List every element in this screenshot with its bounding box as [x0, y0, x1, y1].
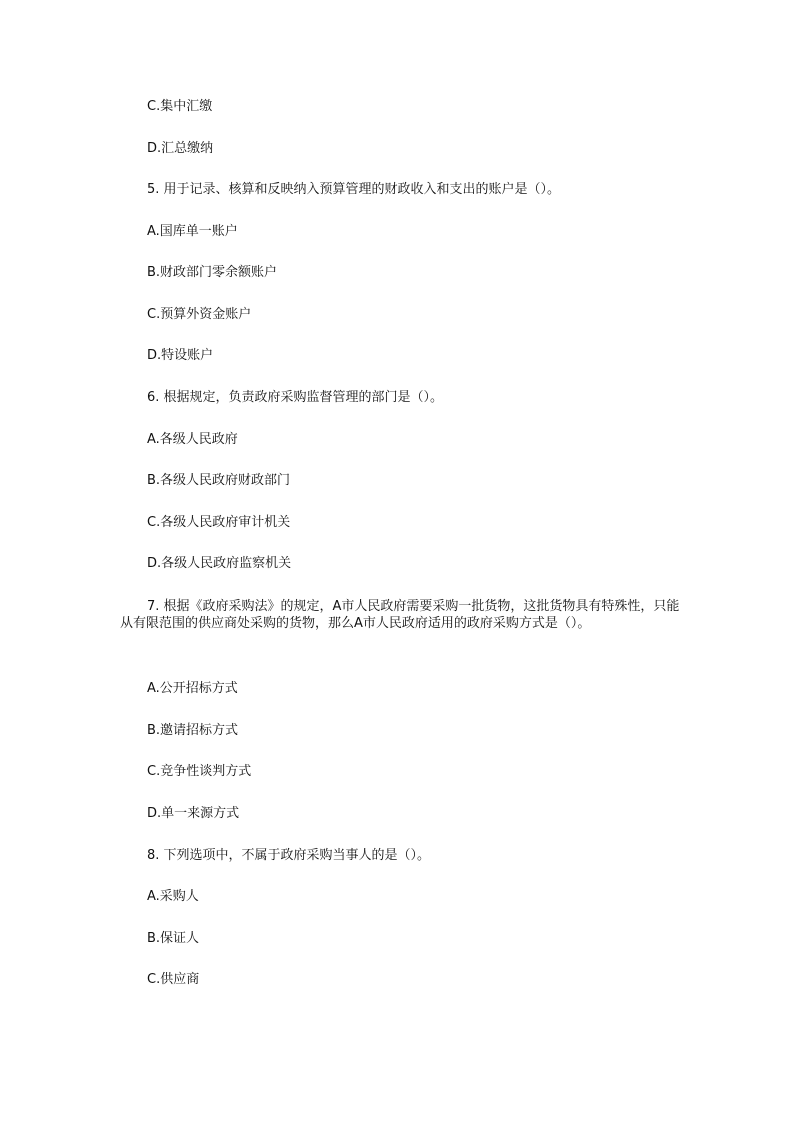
option-a-q8: A.采购人 [147, 889, 199, 904]
option-a-q7: A.公开招标方式 [147, 681, 238, 696]
option-c-q5: C.预算外资金账户 [147, 307, 252, 322]
option-b-q6: B.各级人民政府财政部门 [147, 473, 291, 488]
option-b-q5: B.财政部门零余额账户 [147, 265, 278, 280]
option-c-q8: C.供应商 [147, 972, 200, 987]
option-d-q6: D.各级人民政府监察机关 [147, 556, 292, 571]
option-b-q7: B.邀请招标方式 [147, 723, 239, 738]
option-b-q8: B.保证人 [147, 931, 200, 946]
question-5: 5. 用于记录、核算和反映纳入预算管理的财政收入和支出的账户是（）。 [147, 182, 561, 197]
question-8: 8. 下列选项中，不属于政府采购当事人的是（）。 [147, 848, 431, 863]
option-a-q6: A.各级人民政府 [147, 432, 238, 447]
option-c-q4: C.集中汇缴 [147, 99, 213, 114]
option-c-q7: C.竞争性谈判方式 [147, 764, 252, 779]
question-7: 7. 根据《政府采购法》的规定，A市人民政府需要采购一批货物，这批货物具有特殊性，只能从有限范围的供应商处采购的货物，那么A市人民政府适用的政府采购方式是（）。 [120, 599, 680, 631]
option-c-q6: C.各级人民政府审计机关 [147, 515, 291, 530]
question-6: 6. 根据规定，负责政府采购监督管理的部门是（）。 [147, 390, 444, 405]
option-a-q5: A.国库单一账户 [147, 224, 238, 239]
option-d-q4: D.汇总缴纳 [147, 141, 214, 156]
option-d-q5: D.特设账户 [147, 348, 214, 363]
option-d-q7: D.单一来源方式 [147, 806, 240, 821]
